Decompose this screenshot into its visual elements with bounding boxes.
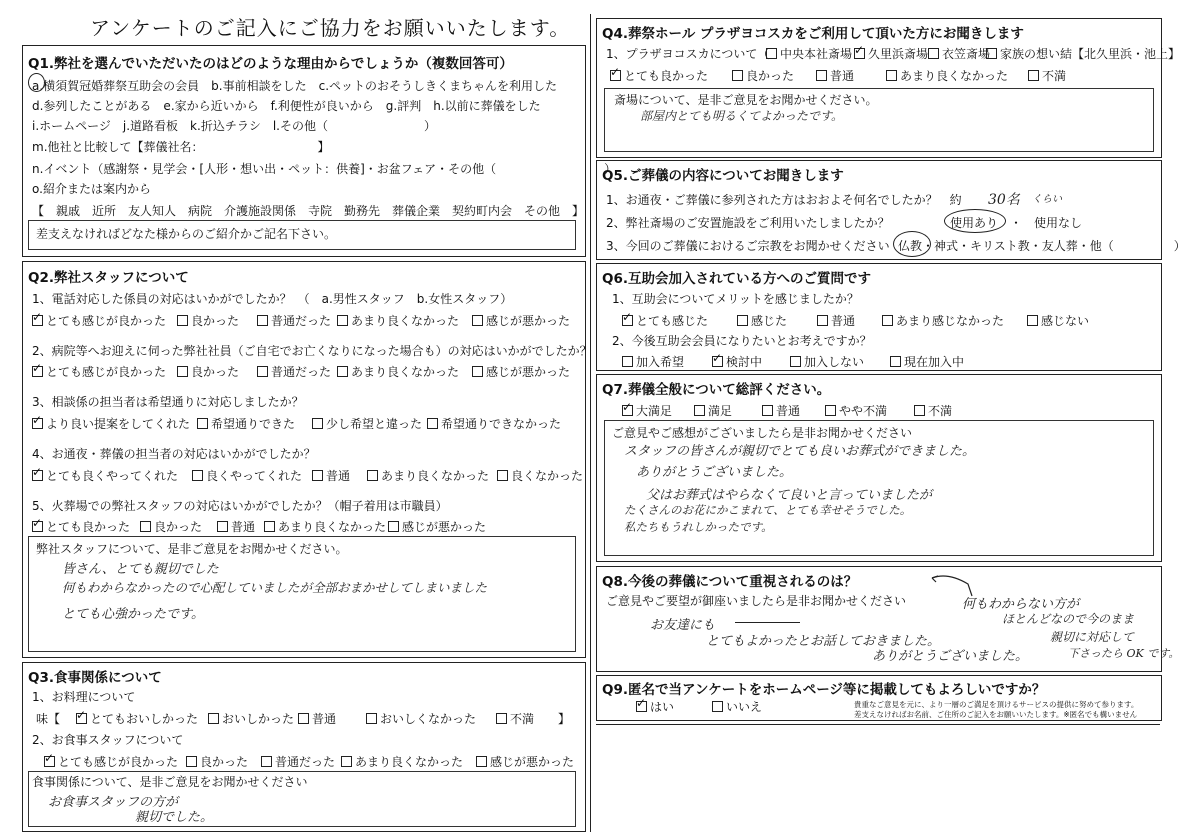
- checkbox[interactable]: [140, 521, 151, 532]
- q6-sub1: 1、互助会についてメリットを感じましたか？: [612, 292, 859, 306]
- option[interactable]: 不満: [1028, 67, 1066, 84]
- option[interactable]: 感じた: [737, 312, 787, 329]
- q3-sub1: 1、お料理について: [32, 690, 136, 704]
- q2-options-row: [32, 363, 577, 379]
- q5-line1: 1、お通夜・ご葬儀に参列された方はおおよそ何名でしたか？ 約: [606, 193, 962, 207]
- q4-sub: 1、プラザヨコスカについて（: [606, 47, 770, 61]
- checkbox[interactable]: [986, 48, 997, 59]
- q6-options1-row: [622, 312, 1152, 328]
- q2-options-row: [32, 415, 577, 431]
- option[interactable]: 加入希望: [622, 353, 684, 370]
- checkbox[interactable]: [427, 418, 438, 429]
- checkbox[interactable]: [762, 405, 773, 416]
- q2-question: 3、相談係の担当者は希望通りに対応しましたか？: [32, 395, 304, 409]
- checkbox[interactable]: [817, 315, 828, 326]
- option[interactable]: 満足: [694, 402, 732, 419]
- arrow-icon: [928, 572, 978, 602]
- q5-attendees-note: くらい: [1032, 194, 1062, 205]
- checkbox[interactable]: [312, 470, 323, 481]
- option[interactable]: 普通だった: [261, 753, 335, 770]
- option[interactable]: 普通: [298, 710, 336, 727]
- q3-sub2: 2、お食事スタッフについて: [32, 733, 184, 747]
- q6-sub2: 2、今後互助会会員になりたいとお考えですか？: [612, 334, 872, 348]
- checkbox[interactable]: [366, 713, 377, 724]
- checkbox-checked[interactable]: [712, 356, 723, 367]
- checkbox-checked[interactable]: [622, 315, 633, 326]
- checkbox[interactable]: [388, 521, 399, 532]
- checkbox[interactable]: [816, 70, 827, 81]
- checkbox[interactable]: [890, 356, 901, 367]
- option[interactable]: 良かった: [177, 312, 239, 329]
- option[interactable]: 普通だった: [257, 363, 331, 380]
- bracket-close: 】: [558, 712, 571, 726]
- checkbox-checked[interactable]: [854, 48, 865, 59]
- checkbox[interactable]: [177, 315, 188, 326]
- option[interactable]: あまり良くなかった: [367, 467, 489, 484]
- handwritten-comment: 部屋内とても明るくてよかったです。: [640, 109, 844, 123]
- q5-line3-options[interactable]: 仏教・神式・キリスト教・友人葬・他（ ）: [898, 239, 1186, 253]
- checkbox[interactable]: [337, 315, 348, 326]
- handwritten-comment: 父はお葬式はやらなくて良いと言っていましたが: [646, 488, 933, 503]
- q8-header: Q8.今後の葬儀について重視されるのは？: [602, 574, 858, 590]
- checkbox[interactable]: [1027, 315, 1038, 326]
- option[interactable]: ✓とても感じが良かった: [44, 753, 178, 770]
- option[interactable]: 感じが悪かった: [472, 363, 570, 380]
- checkbox-checked[interactable]: [32, 366, 43, 377]
- option[interactable]: 希望通りできた: [197, 415, 295, 432]
- option[interactable]: 良かった: [177, 363, 239, 380]
- q3-taste-row: [36, 710, 576, 726]
- q1-circle-a: [28, 73, 45, 92]
- q2-question: 4、お通夜・葬儀の担当者の対応はいかがでしたか？: [32, 447, 316, 461]
- handwritten-comment: お友達にも: [650, 618, 716, 633]
- q6-options2-row: [622, 353, 1152, 369]
- option[interactable]: ✓とても感じた: [622, 312, 708, 329]
- checkbox[interactable]: [186, 756, 197, 767]
- option[interactable]: おいしくなかった: [366, 710, 476, 727]
- option[interactable]: やや不満: [825, 402, 887, 419]
- option[interactable]: ✓ 検討中: [712, 353, 762, 370]
- option[interactable]: 普通: [817, 312, 855, 329]
- option[interactable]: あまり良くなかった: [337, 363, 459, 380]
- option[interactable]: 普通: [312, 467, 350, 484]
- q4-comment-label: 斎場について、是非ご意見をお聞かせください。: [614, 93, 878, 107]
- option[interactable]: 感じが悪かった: [472, 312, 570, 329]
- option[interactable]: 衣笠斎場: [928, 45, 990, 62]
- option[interactable]: ✓大満足: [622, 402, 672, 419]
- checkbox[interactable]: [177, 366, 188, 377]
- option[interactable]: 感じが悪かった: [388, 518, 486, 535]
- q9-note: 貴重なご意見を元に、より一層のご満足を頂けるサービスの提供に努めて参ります。: [854, 700, 1139, 709]
- option[interactable]: ✓とても良かった: [610, 67, 708, 84]
- q1-line: d.参列したことがある e.家から近いから f.利便性が良いから g.評判 h.以前に葬儀をした: [32, 99, 541, 113]
- handwritten-comment: 私たちもうれしかったです。: [624, 520, 773, 534]
- option[interactable]: 良くやってくれた: [192, 467, 302, 484]
- q2-options-row: [32, 518, 577, 534]
- q2-options-row: [32, 312, 577, 328]
- checkbox-checked[interactable]: [32, 521, 43, 532]
- q5-circle-bukkyo: [893, 231, 931, 257]
- option[interactable]: 中央本社斎場: [766, 45, 852, 62]
- q9-note: 差支えなければお名前、ご住所のご記入をお願いいたします。※匿名でも構いません: [854, 710, 1138, 719]
- q5-line3: 3、今回のご葬儀におけるご宗教をお聞かせください: [606, 239, 890, 253]
- checkbox[interactable]: [337, 366, 348, 377]
- q1-line: n.イベント（感謝祭・見学会・[人形・想い出・ペット：供養]・お盆フェア・その他（ ）: [32, 162, 617, 176]
- option[interactable]: いいえ: [712, 698, 762, 715]
- q1-referral-label: 差支えなければどなた様からのご紹介かご記名下さい。: [36, 227, 337, 241]
- q1-line: i.ホームページ j.道路看板 k.折込チラシ l.その他（ ）: [32, 119, 436, 133]
- q3-header: Q3.食事関係について: [28, 670, 162, 686]
- checkbox[interactable]: [712, 701, 723, 712]
- q4-halls-row: [606, 45, 1181, 61]
- option[interactable]: ✓より良い提案をしてくれた: [32, 415, 190, 432]
- q5-header: Q5.ご葬儀の内容についてお聞きします: [602, 168, 844, 184]
- handwritten-comment: 親切でした。: [135, 810, 214, 825]
- q5-line2-options[interactable]: 使用あり ・ 使用なし: [950, 216, 1083, 230]
- option[interactable]: 家族の想い結【北久里浜・池上】: [986, 45, 1180, 62]
- center-divider: [590, 14, 591, 832]
- option[interactable]: ✓はい: [636, 698, 674, 715]
- checkbox[interactable]: [341, 756, 352, 767]
- q7-options-row: [622, 402, 1152, 418]
- option[interactable]: 感じが悪かった: [476, 753, 574, 770]
- checkbox[interactable]: [298, 713, 309, 724]
- handwritten-comment: ありがとうございました。: [872, 649, 1029, 664]
- empty-area: [596, 724, 1160, 831]
- checkbox[interactable]: [367, 470, 378, 481]
- option[interactable]: 希望通りできなかった: [427, 415, 561, 432]
- checkbox[interactable]: [264, 521, 275, 532]
- option[interactable]: あまり良くなかった: [337, 312, 459, 329]
- handwritten-comment: 何もわからなかったので心配していましたが全部おまかせしてしまいました: [62, 580, 488, 595]
- q5-circle-shiyou-ari: [944, 209, 1006, 233]
- checkbox-checked[interactable]: [32, 470, 43, 481]
- option[interactable]: 良くなかった: [497, 467, 583, 484]
- option[interactable]: おいしかった: [208, 710, 294, 727]
- handwritten-side-note: 何もわからない方が: [962, 597, 1080, 612]
- checkbox[interactable]: [208, 713, 219, 724]
- checkbox-checked[interactable]: [622, 405, 633, 416]
- q7-header: Q7.葬儀全般について総評ください。: [602, 382, 831, 398]
- strikethrough-mark: [735, 622, 800, 623]
- option[interactable]: 普通: [217, 518, 255, 535]
- checkbox[interactable]: [790, 356, 801, 367]
- option[interactable]: あまり良くなかった: [341, 753, 463, 770]
- option[interactable]: 良かった: [186, 753, 248, 770]
- option[interactable]: あまり良くなかった: [886, 67, 1008, 84]
- option[interactable]: 不満: [496, 710, 534, 727]
- checkbox[interactable]: [217, 521, 228, 532]
- option[interactable]: 普通だった: [257, 312, 331, 329]
- handwritten-comment: ありがとうございました。: [636, 465, 793, 480]
- option[interactable]: あまり良くなかった: [264, 518, 386, 535]
- checkbox[interactable]: [496, 713, 507, 724]
- handwritten-comment: スタッフの皆さんが親切でとても良いお葬式ができました。: [624, 444, 976, 459]
- checkbox[interactable]: [476, 756, 487, 767]
- checkbox-checked[interactable]: [610, 70, 621, 81]
- q7-comment-label: ご意見やご感想がございましたら是非お聞かせください: [612, 426, 913, 440]
- q1-line: a.横須賀冠婚葬祭互助会の会員 b.事前相談をした c.ペットのおそうしきくまちゃんを利用した: [32, 79, 558, 93]
- checkbox[interactable]: [472, 315, 483, 326]
- handwritten-comment: 皆さん、とても親切でした: [62, 562, 219, 577]
- option[interactable]: ✓ とてもおいしかった: [76, 710, 198, 727]
- checkbox-checked[interactable]: [32, 315, 43, 326]
- option[interactable]: ✓とても良かった: [32, 518, 130, 535]
- q8-comment-label: ご意見やご要望が御座いましたら是非お聞かせください: [606, 594, 907, 608]
- q5-attendees-value: 30名: [988, 192, 1020, 208]
- checkbox[interactable]: [737, 315, 748, 326]
- checkbox[interactable]: [882, 315, 893, 326]
- handwritten-comment: とてもよかったとお話しておきました。: [706, 634, 941, 649]
- checkbox[interactable]: [197, 418, 208, 429]
- checkbox-checked[interactable]: [32, 418, 43, 429]
- option[interactable]: あまり感じなかった: [882, 312, 1004, 329]
- q3-staff-row: [36, 753, 576, 769]
- checkbox[interactable]: [312, 418, 323, 429]
- q3-comment-label: 食事関係について、是非ご意見をお聞かせください: [32, 775, 308, 789]
- checkbox[interactable]: [886, 70, 897, 81]
- option[interactable]: ✓とても良くやってくれた: [32, 467, 178, 484]
- q9-options-row: [636, 698, 836, 714]
- option[interactable]: 良かった: [140, 518, 202, 535]
- checkbox[interactable]: [766, 48, 777, 59]
- checkbox[interactable]: [928, 48, 939, 59]
- q1-line: m.他社と比較して【葬儀社名： 】: [32, 140, 330, 154]
- option[interactable]: 普通: [816, 67, 854, 84]
- q1-line: o.紹介または案内から: [32, 182, 151, 196]
- option[interactable]: 現在加入中: [890, 353, 964, 370]
- checkbox[interactable]: [497, 470, 508, 481]
- checkbox-checked[interactable]: [76, 713, 87, 724]
- checkbox[interactable]: [732, 70, 743, 81]
- q2-options-row: [32, 467, 584, 483]
- option[interactable]: 加入しない: [790, 353, 864, 370]
- q2-question: 1、電話対応した係員の対応はいかがでしたか？ （ a.男性スタッフ b.女性スタッフ）: [32, 292, 513, 306]
- page-title: アンケートのご記入にご協力をお願いいたします。: [90, 16, 571, 40]
- handwritten-comment: とても心強かったです。: [62, 607, 204, 622]
- q6-header: Q6.互助会加入されている方へのご質問です: [602, 271, 871, 287]
- q1-line: 【 親戚 近所 友人知人 病院 介護施設関係 寺院 勤務先 葬儀企業 契約町内会 その他 】: [32, 204, 585, 218]
- checkbox[interactable]: [1028, 70, 1039, 81]
- q2-comment-label: 弊社スタッフについて、是非ご意見をお聞かせください。: [36, 542, 348, 556]
- q2-header: Q2.弊社スタッフについて: [28, 270, 189, 286]
- taste-label: 味【: [36, 712, 61, 726]
- option[interactable]: 少し希望と違った: [312, 415, 422, 432]
- option[interactable]: 不満: [914, 402, 952, 419]
- checkbox[interactable]: [192, 470, 203, 481]
- handwritten-side-note: ほとんどなので今のまま: [1002, 612, 1135, 626]
- option[interactable]: 普通: [762, 402, 800, 419]
- checkbox-checked[interactable]: [636, 701, 647, 712]
- option[interactable]: ✓ 久里浜斎場: [854, 45, 928, 62]
- checkbox-checked[interactable]: [44, 756, 55, 767]
- option[interactable]: 良かった: [732, 67, 794, 84]
- checkbox[interactable]: [257, 366, 268, 377]
- option[interactable]: ✓とても感じが良かった: [32, 363, 166, 380]
- q2-question: 5、火葬場での弊社スタッフの対応はいかがでしたか？（帽子着用は市職員）: [32, 499, 448, 513]
- handwritten-side-note: 親切に対応して: [1050, 630, 1135, 644]
- q1-header: Q1.弊社を選んでいただいたのはどのような理由からでしょうか（複数回答可）: [28, 56, 513, 72]
- checkbox[interactable]: [694, 405, 705, 416]
- handwritten-comment: たくさんのお花にかこまれて、とても幸せそうでした。: [624, 503, 912, 517]
- handwritten-comment: お食事スタッフの方が: [48, 795, 179, 810]
- q9-header: Q9.匿名で当アンケートをホームページ等に掲載してもよろしいですか？: [602, 682, 1046, 698]
- q4-header: Q4.葬祭ホール プラザヨコスカをご利用して頂いた方にお聞きします: [602, 26, 1024, 42]
- q2-question: 2、病院等へお迎えに伺った弊社社員（ご自宅でお亡くなりになった場合も）の対応はいかがでしたか？: [32, 344, 592, 358]
- checkbox[interactable]: [914, 405, 925, 416]
- checkbox[interactable]: [825, 405, 836, 416]
- option[interactable]: ✓とても感じが良かった: [32, 312, 166, 329]
- q5-line2: 2、弊社斎場のご安置施設をご利用いたしましたか？: [606, 216, 890, 230]
- checkbox[interactable]: [622, 356, 633, 367]
- checkbox[interactable]: [261, 756, 272, 767]
- checkbox[interactable]: [472, 366, 483, 377]
- checkbox[interactable]: [257, 315, 268, 326]
- handwritten-side-note: 下さったら OK です。: [1068, 647, 1180, 660]
- q4-options-row: [610, 67, 1155, 83]
- option[interactable]: 感じない: [1027, 312, 1089, 329]
